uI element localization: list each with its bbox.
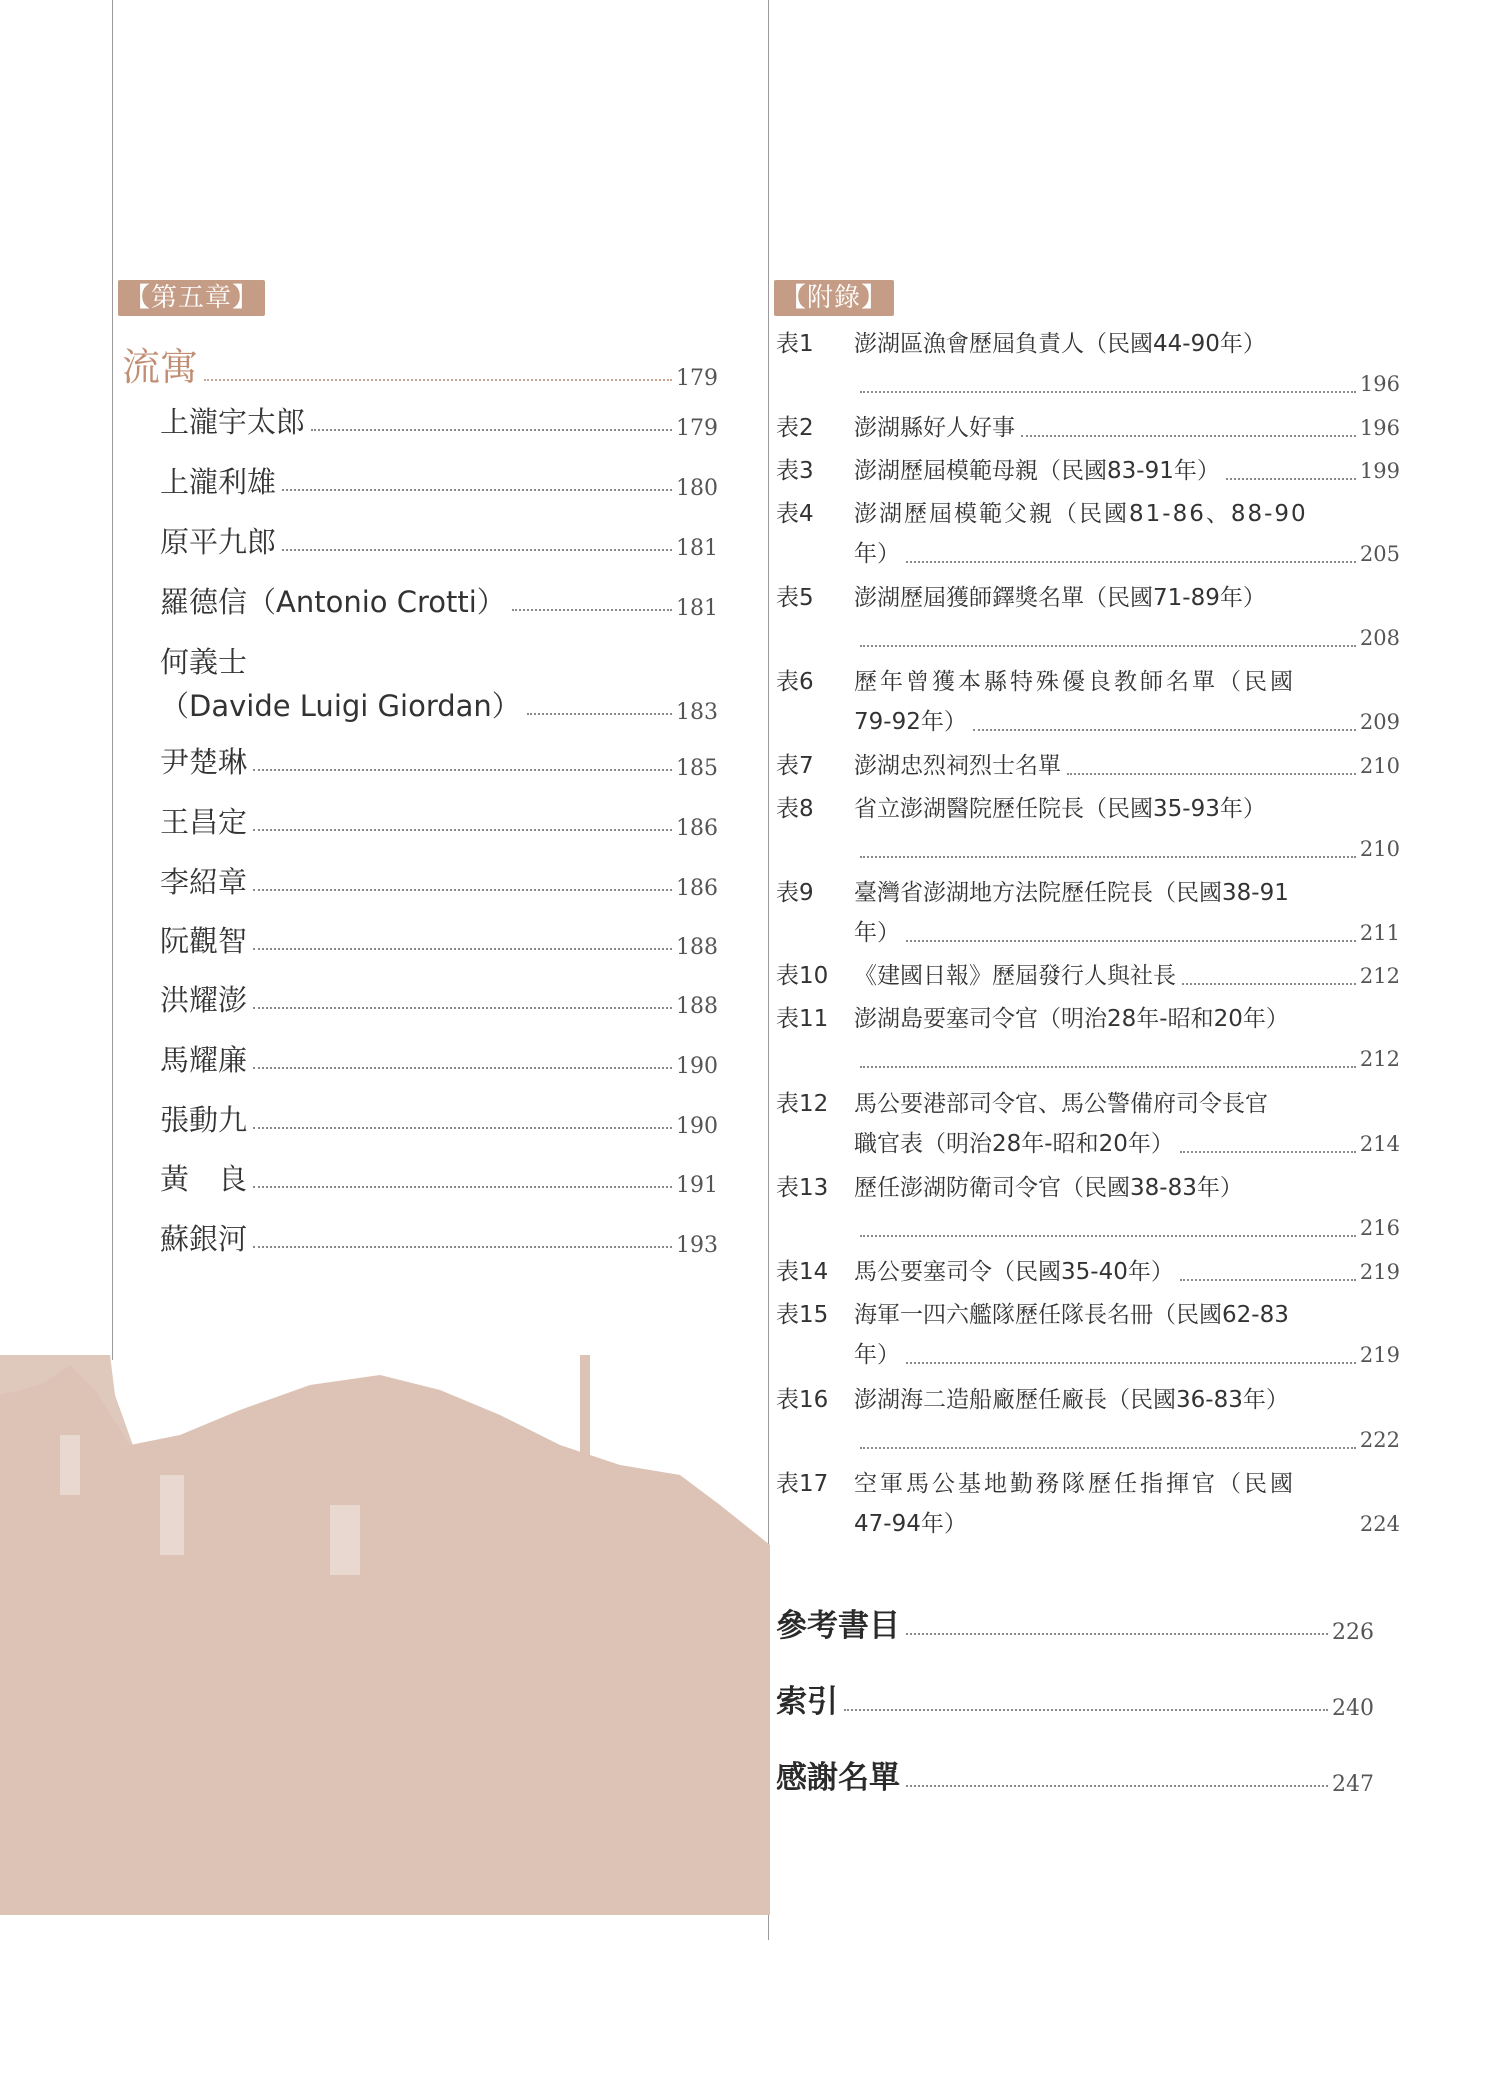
page-number: 247	[1332, 1772, 1374, 1797]
page-number: 188	[676, 935, 718, 960]
table-title: 澎湖海二造船廠歷任廠長（民國36-83年）	[854, 1387, 1289, 1413]
dot-leader	[253, 1127, 672, 1129]
table-number: 表9	[776, 880, 814, 906]
toc-entry[interactable]	[160, 1038, 718, 1079]
table-number: 表5	[776, 585, 814, 611]
table-number: 表3	[776, 458, 814, 484]
page-number: 181	[676, 536, 718, 561]
page-number: 196	[1359, 416, 1400, 440]
table-title: 馬公要塞司令（民國35-40年）	[854, 1259, 1174, 1285]
chapter-title: 流寓	[122, 345, 199, 389]
dot-leader	[860, 856, 1356, 858]
table-title: 空軍馬公基地勤務隊歷任指揮官（民國	[854, 1471, 1296, 1497]
dot-leader	[253, 889, 672, 891]
dot-leader	[1182, 983, 1356, 985]
entry-name: 張動九	[160, 1103, 248, 1137]
entry-name: 上瀧利雄	[160, 465, 277, 499]
table-number: 表2	[776, 415, 814, 441]
entry-name: 上瀧宇太郎	[160, 405, 306, 439]
entry-name: 李紹章	[160, 865, 248, 899]
dot-leader	[253, 1186, 672, 1188]
appendix-table-entry[interactable]: 表17 空軍馬公基地勤務隊歷任指揮官（民國 47-94年） 224	[776, 1464, 1400, 1544]
back-matter-bibliography[interactable]	[776, 1600, 1374, 1645]
table-title: 臺灣省澎湖地方法院歷任院長（民國38-91	[854, 880, 1289, 906]
toc-entry[interactable]	[160, 580, 718, 621]
appendix-table-entry[interactable]	[776, 746, 1400, 786]
appendix-table-entry[interactable]: 表15 海軍一四六艦隊歷任隊長名冊（民國62-83 年） 219	[776, 1295, 1400, 1375]
dot-leader	[1180, 1279, 1356, 1281]
page-number: 188	[676, 994, 718, 1019]
entry-name-line1: 何義士	[160, 645, 248, 679]
page-number: 179	[676, 416, 718, 441]
dot-leader	[973, 729, 1356, 731]
dot-leader	[253, 829, 672, 831]
page-number: 179	[676, 366, 718, 391]
toc-entry[interactable]	[160, 860, 718, 901]
back-matter-title: 索引	[776, 1684, 838, 1720]
appendix-table-entry[interactable]	[776, 451, 1400, 491]
appendix-table-entry[interactable]	[776, 956, 1400, 996]
back-matter-title: 感謝名單	[776, 1760, 900, 1796]
dot-leader	[282, 489, 672, 491]
toc-entry[interactable]	[160, 400, 718, 441]
table-number: 表12	[776, 1091, 829, 1117]
page-number: 212	[1359, 1047, 1400, 1071]
table-title: 澎湖忠烈祠烈士名單	[854, 753, 1061, 779]
table-number: 表15	[776, 1302, 829, 1328]
entry-name-line2: （Davide Luigi Giordan）	[160, 689, 521, 723]
appendix-table-entry[interactable]: 表6 歷年曾獲本縣特殊優良教師名單（民國 79-92年） 209	[776, 662, 1400, 742]
page-number: 219	[1359, 1343, 1400, 1367]
table-title: 歷年曾獲本縣特殊優良教師名單（民國	[854, 669, 1296, 695]
page-number: 191	[676, 1173, 718, 1198]
table-title: 馬公要港部司令官、馬公警備府司令長官	[854, 1091, 1268, 1117]
appendix-table-entry[interactable]	[776, 1252, 1400, 1292]
page-number: 219	[1359, 1260, 1400, 1284]
page-number: 180	[676, 476, 718, 501]
dot-leader	[512, 609, 672, 611]
dot-leader	[253, 1007, 672, 1009]
table-number: 表8	[776, 796, 814, 822]
dot-leader	[204, 379, 672, 381]
table-title: 海軍一四六艦隊歷任隊長名冊（民國62-83	[854, 1302, 1289, 1328]
table-title: 澎湖區漁會歷屆負責人（民國44-90年）	[854, 331, 1266, 357]
page-number: 216	[1359, 1216, 1400, 1240]
dot-leader	[906, 561, 1356, 563]
entry-name: 尹楚琳	[160, 745, 248, 779]
dot-leader	[1021, 435, 1356, 437]
dot-leader	[906, 1362, 1356, 1364]
left-margin-rule	[112, 0, 113, 1360]
dot-leader	[253, 1067, 672, 1069]
chapter-entry[interactable]	[122, 336, 718, 391]
dot-leader	[906, 940, 1356, 942]
table-number: 表1	[776, 331, 814, 357]
table-number: 表17	[776, 1471, 829, 1497]
toc-entry[interactable]	[160, 1217, 718, 1258]
table-title: 澎湖縣好人好事	[854, 415, 1015, 441]
page-number: 186	[676, 876, 718, 901]
toc-entry[interactable]	[160, 919, 718, 960]
page-number: 214	[1359, 1132, 1400, 1156]
dot-leader	[282, 549, 672, 551]
page-number: 199	[1359, 459, 1400, 483]
back-matter-title: 參考書目	[776, 1608, 900, 1644]
page-number: 212	[1359, 964, 1400, 988]
table-title: 省立澎湖醫院歷任院長（民國35-93年）	[854, 796, 1266, 822]
appendix-table-entry[interactable]	[776, 408, 1400, 448]
dot-leader	[253, 948, 672, 950]
page-number: 183	[676, 700, 718, 725]
appendix-table-entry[interactable]	[776, 1168, 1400, 1248]
page-number: 210	[1359, 754, 1400, 778]
dot-leader	[906, 1633, 1328, 1635]
appendix-table-entry[interactable]	[776, 1380, 1400, 1460]
toc-entry[interactable]	[160, 978, 718, 1019]
page-number: 240	[1332, 1696, 1374, 1721]
entry-name: 王昌定	[160, 805, 248, 839]
back-matter-acknowledgements[interactable]	[776, 1752, 1374, 1797]
entry-name: 阮觀智	[160, 924, 248, 958]
page-number: 185	[676, 756, 718, 781]
table-number: 表4	[776, 501, 814, 527]
dot-leader	[860, 1235, 1356, 1237]
dot-leader	[311, 429, 672, 431]
dot-leader	[844, 1709, 1328, 1711]
appendix-table-entry[interactable]	[776, 578, 1400, 658]
page-number: 205	[1359, 542, 1400, 566]
toc-entry[interactable]	[160, 800, 718, 841]
toc-entry[interactable]	[160, 1098, 718, 1139]
appendix-table-entry[interactable]	[776, 789, 1400, 869]
toc-entry-two-line[interactable]	[160, 640, 718, 725]
table-title: 澎湖歷屆獲師鐸獎名單（民國71-89年）	[854, 585, 1266, 611]
table-number: 表6	[776, 669, 814, 695]
appendix-table-entry[interactable]: 表9 臺灣省澎湖地方法院歷任院長（民國38-91 年） 211	[776, 873, 1400, 953]
dot-leader	[906, 1785, 1328, 1787]
page-number: 190	[676, 1054, 718, 1079]
entry-name: 原平九郎	[160, 525, 277, 559]
appendix-table-entry[interactable]	[776, 324, 1400, 404]
dot-leader	[253, 769, 672, 771]
table-title: 澎湖歷屆模範母親（民國83-91年）	[854, 458, 1220, 484]
back-matter-index[interactable]	[776, 1676, 1374, 1721]
page-number: 196	[1359, 372, 1400, 396]
toc-entry[interactable]	[160, 520, 718, 561]
page-number: 224	[1359, 1512, 1400, 1536]
dot-leader	[860, 1447, 1356, 1449]
toc-entry[interactable]	[160, 1157, 718, 1198]
page-number: 209	[1359, 710, 1400, 734]
entry-name: 蘇銀河	[160, 1222, 248, 1256]
entry-name: 馬耀廉	[160, 1043, 248, 1077]
page-number: 193	[676, 1233, 718, 1258]
appendix-table-entry[interactable]: 表12 馬公要港部司令官、馬公警備府司令長官 職官表（明治28年-昭和20年） 214	[776, 1084, 1400, 1164]
table-number: 表13	[776, 1175, 829, 1201]
table-number: 表14	[776, 1259, 829, 1285]
page-number: 222	[1359, 1428, 1400, 1452]
toc-entry[interactable]	[160, 740, 718, 781]
page-number: 211	[1359, 921, 1400, 945]
page-number: 181	[676, 596, 718, 621]
toc-entry[interactable]	[160, 460, 718, 501]
entry-name: 洪耀澎	[160, 983, 248, 1017]
table-number: 表7	[776, 753, 814, 779]
page-number: 208	[1359, 626, 1400, 650]
page-number: 226	[1332, 1620, 1374, 1645]
page-number: 186	[676, 816, 718, 841]
page-number: 190	[676, 1114, 718, 1139]
dot-leader	[860, 645, 1356, 647]
table-title: 澎湖歷屆模範父親（民國81-86、88-90	[854, 501, 1308, 527]
historical-photo-illustration	[0, 1355, 770, 1945]
dot-leader	[860, 1066, 1356, 1068]
appendix-table-entry[interactable]: 表4 澎湖歷屆模範父親（民國81-86、88-90 年） 205	[776, 494, 1400, 574]
dot-leader	[1180, 1151, 1356, 1153]
dot-leader	[1067, 773, 1356, 775]
section-tag-appendix: 【附錄】	[774, 280, 894, 316]
dot-leader	[1226, 478, 1356, 480]
table-number: 表11	[776, 1006, 829, 1032]
appendix-table-entry[interactable]	[776, 999, 1400, 1079]
table-title: 《建國日報》歷屆發行人與社長	[854, 963, 1176, 989]
table-number: 表10	[776, 963, 829, 989]
table-title: 歷任澎湖防衛司令官（民國38-83年）	[854, 1175, 1243, 1201]
dot-leader	[253, 1246, 672, 1248]
table-title: 澎湖島要塞司令官（明治28年-昭和20年）	[854, 1006, 1289, 1032]
table-number: 表16	[776, 1387, 829, 1413]
dot-leader	[860, 391, 1356, 393]
page-number: 210	[1359, 837, 1400, 861]
entry-name: 羅德信（Antonio Crotti）	[160, 585, 506, 619]
section-tag-chapter-5: 【第五章】	[118, 280, 265, 316]
entry-name: 黃 良	[160, 1162, 248, 1196]
dot-leader	[527, 713, 672, 715]
